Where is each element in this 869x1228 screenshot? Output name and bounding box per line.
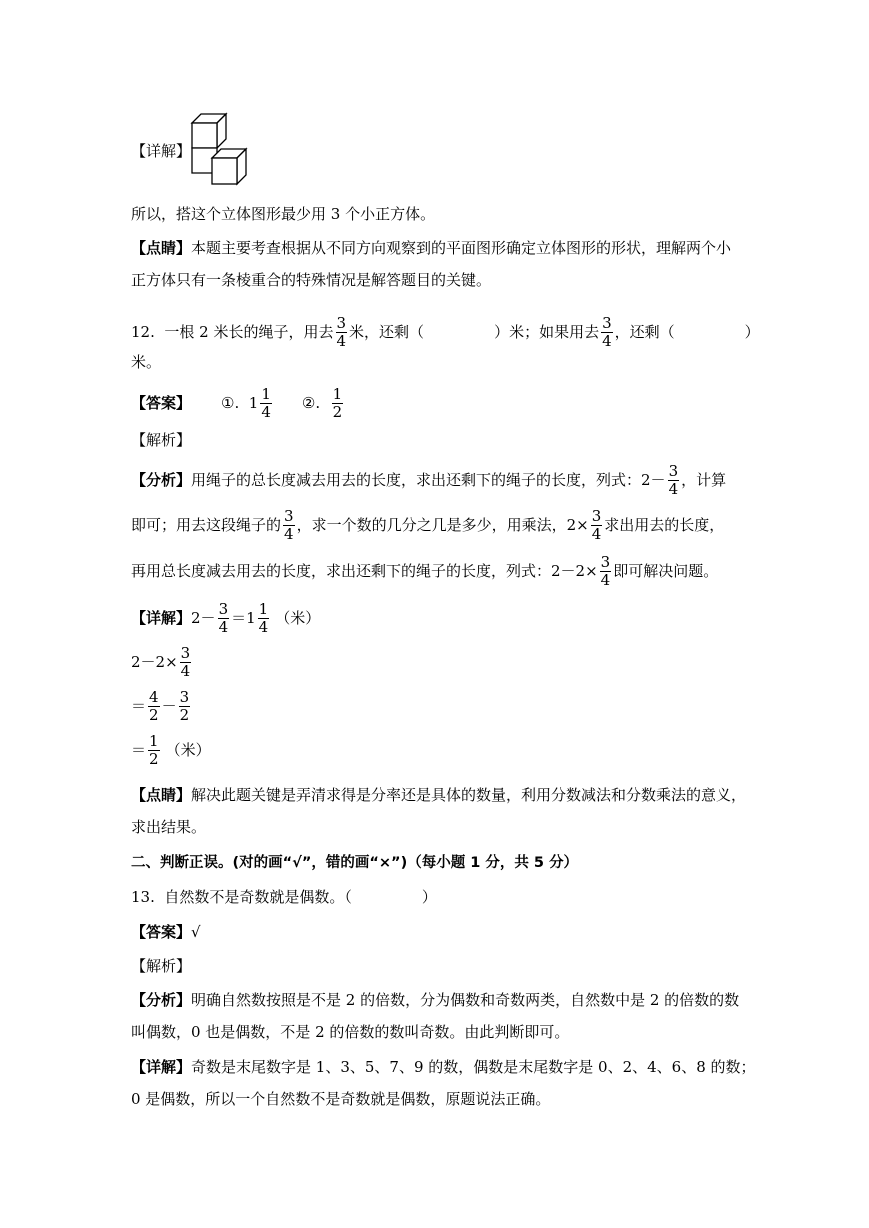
mixed-number: 1 $\frac{1}{4}$ [248,384,271,421]
answer-marker: ①. [221,394,240,412]
fraction: $\frac{3}{4}$ [591,506,602,543]
fraction: $\frac{1}{2}$ [149,731,159,768]
math-text: 2－2× [131,653,178,671]
detail-text: 奇数是末尾数字是 1、3、5、7、9 的数，偶数是末尾数字是 0、2、4、6、8 的数； [191,1058,756,1076]
detail-label: 【详解】 [131,609,192,627]
q11-comment-line1 [131,238,731,258]
question-text: ） [421,888,437,906]
fraction: $\frac{3}{4}$ [668,461,679,498]
comment-label: 【点睛】 [131,786,192,804]
fraction: $\frac{3}{4}$ [600,552,611,589]
fenxi-text: ，计算 [681,471,727,489]
question-text: ，还剩（ [614,323,675,341]
answer-marker: ②. [301,394,321,412]
math-text: ＝ [131,697,147,715]
fraction: $\frac{1}{4}$ [258,599,269,636]
q13-detail-line1 [131,1057,756,1077]
question-text: 一根 2 米长的绳子，用去 [164,323,334,341]
detail-label: 【详解】 [131,1058,192,1076]
comment-text: 解决此题关键是弄清求得是分率还是具体的数量，利用分数减法和分数乘法的意义， [191,786,747,804]
q11-conclusion: 所以，搭这个立体图形最少用 3 个小正方体。 [131,205,436,223]
fraction: $\frac{1}{2}$ [332,384,343,421]
q13-fenxi-line1 [131,990,739,1010]
q12-comment-line1 [131,785,746,805]
math-text: － [161,697,177,715]
fraction: $\frac{3}{4}$ [284,506,294,543]
q12-detail-line2 [131,642,193,682]
answer-label: 【答案】 [131,923,192,941]
question-text: ）米；如果用去 [494,323,600,341]
fenxi-text: 明确自然数按照是不是 2 的倍数，分为偶数和奇数两类，自然数中是 2 的倍数的数 [191,991,740,1009]
fraction: $\frac{3}{4}$ [602,313,612,350]
fenxi-label: 【分析】 [131,471,192,489]
math-text: ＝ [131,741,147,759]
fraction: $\frac{3}{2}$ [179,687,190,724]
comment-label: 【点睛】 [131,239,192,257]
unit-text: （米） [165,741,211,759]
cube-figure [190,112,250,188]
fenxi-text: 即可；用去这段绳子的 [131,516,282,534]
q12-answer [131,383,345,423]
answer-value: √ [191,923,201,941]
question-number: 13. [131,888,155,906]
fraction: $\frac{3}{4}$ [180,643,191,680]
q12-fenxi-line2 [131,505,724,545]
fenxi-text: 再用总长度减去用去的长度，求出还剩下的绳子的长度，列式：2－2× [131,562,598,580]
section-heading: 二、判断正误。(对的画“√”，错的画“×”)（每小题 1 分，共 5 分） [131,855,579,871]
detail-label: 【详解】 [131,142,192,160]
q11-detail-line [131,141,191,161]
q12-detail-line3 [131,686,192,726]
fraction: $\frac{4}{2}$ [149,687,159,724]
q12-detail-line1 [131,598,320,638]
fenxi-text: 用绳子的总长度减去用去的长度，求出还剩下的绳子的长度，列式：2－ [191,471,666,489]
fenxi-text: ，求一个数的几分之几是多少，用乘法，2× [296,516,589,534]
q13-question [131,887,437,907]
q12-analysis-label: 【解析】 [131,431,192,449]
question-text: ） [744,323,760,341]
q11-comment-line2: 正方体只有一条棱重合的特殊情况是解答题目的关键。 [131,271,492,289]
fenxi-text: 即可解决问题。 [613,562,719,580]
math-text: ＝1 [231,609,256,627]
q12-fenxi-line1 [131,460,726,500]
fenxi-label: 【分析】 [131,991,192,1009]
comment-text: 本题主要考查根据从不同方向观察到的平面图形确定立体图形的形状，理解两个小 [191,239,732,257]
q13-answer [131,922,201,942]
question-text: 米，还剩（ [349,323,425,341]
fraction: $\frac{3}{4}$ [336,313,347,350]
answer-label: 【答案】 [131,394,192,412]
question-text: 自然数不是奇数就是偶数。（ [164,888,352,906]
q12-fenxi-line3 [131,551,718,591]
q12-comment-line2: 求出结果。 [131,818,207,836]
fenxi-text: 求出用去的长度， [604,516,725,534]
q12-detail-line4 [131,730,211,770]
question-number: 12. [131,323,155,341]
q13-fenxi-line2: 叫偶数，0 也是偶数，不是 2 的倍数的数叫奇数。由此判断即可。 [131,1023,570,1041]
q13-detail-line2: 0 是偶数，所以一个自然数不是奇数就是偶数，原题说法正确。 [131,1090,551,1108]
math-text: 2－ [191,609,216,627]
q13-analysis-label: 【解析】 [131,957,192,975]
q12-question-line2: 米。 [131,353,162,371]
fraction: $\frac{3}{4}$ [218,599,229,636]
unit-text: （米） [275,609,321,627]
q12-question-line1 [131,312,760,352]
